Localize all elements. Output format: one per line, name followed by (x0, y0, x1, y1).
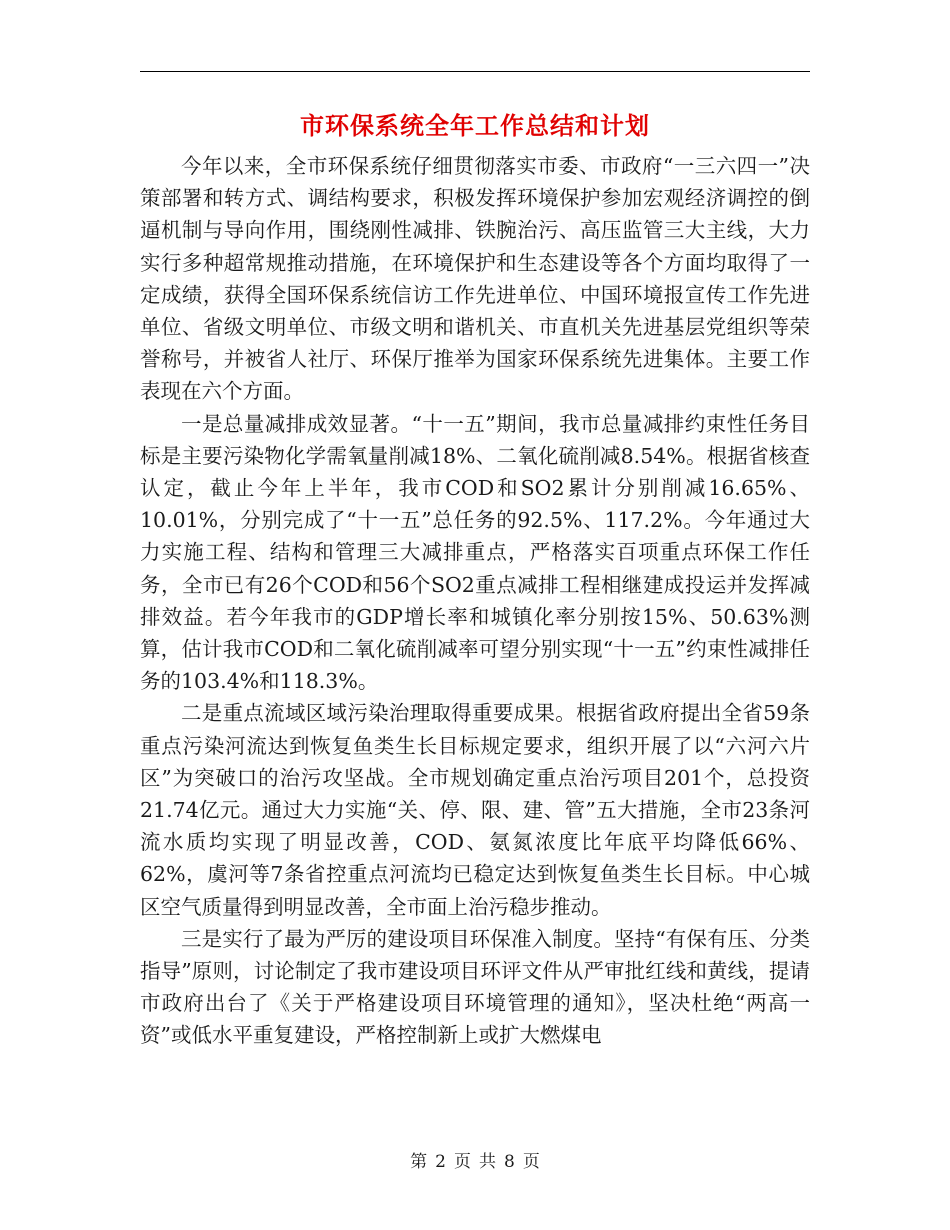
footer-suffix: 页 (522, 1152, 540, 1172)
document-body (140, 150, 810, 1052)
paragraph-emission-reduction: 一是总量减排成效显著。“十一五”期间，我市总量减排约束性任务目标是主要污染物化学需氧量削减18%、二氧化硫削减8.54%。根据省核查认定，截止今年上半年，我市COD和SO2累计分别削减16.65%、10.01%，分别完成了“十一五”总任务的92.5%、117.2%。今年通过大力实施工程、结构和管理三大减排重点，严格落实百项重点环保工作任务，全市已有26个COD和56个SO2重点减排工程相继建成投运并发挥减排效益。若今年我市的GDP增长率和城镇化率分别按15%、50.63%测算，估计我市COD和二氧化硫削减率可望分别实现“十一五”约束性减排任务的103.4%和118.3%。 (140, 411, 810, 694)
header-rule (140, 71, 810, 72)
footer-prefix: 第 (410, 1152, 428, 1172)
paragraph-watershed-pollution: 二是重点流域区域污染治理取得重要成果。根据省政府提出全省59条重点污染河流达到恢复鱼类生长目标规定要求，组织开展了以“六河六片区”为突破口的治污攻坚战。全市规划确定重点治污项目201个，总投资21.74亿元。通过大力实施“关、停、限、建、管”五大措施，全市23条河流水质均实现了明显改善，COD、氨氮浓度比年底平均降低66%、62%，虞河等7条省控重点河流均已稳定达到恢复鱼类生长目标。中心城区空气质量得到明显改善，全市面上治污稳步推动。 (140, 701, 810, 919)
paragraph-intro: 今年以来，全市环保系统仔细贯彻落实市委、市政府“一三六四一”决策部署和转方式、调结构要求，积极发挥环境保护参加宏观经济调控的倒逼机制与导向作用，围绕刚性减排、铁腕治污、高压监管三大主线，大力实行多种超常规推动措施，在环境保护和生态建设等各个方面均取得了一定成绩，获得全国环保系统信访工作先进单位、中国环境报宣传工作先进单位、省级文明单位、市级文明和谐机关、市直机关先进基层党组织等荣誉称号，并被省人社厅、环保厅推举为国家环保系统先进集体。主要工作表现在六个方面。 (140, 154, 810, 404)
footer-page-number: 2 (435, 1152, 446, 1172)
footer-total-pages: 8 (504, 1152, 515, 1172)
paragraph-project-access: 三是实行了最为严厉的建设项目环保准入制度。坚持“有保有压、分类指导”原则，讨论制定了我市建设项目环评文件从严审批红线和黄线，提请市政府出台了《关于严格建设项目环境管理的通知》，坚决杜绝“两高一资”或低水平重复建设，严格控制新上或扩大燃煤电 (140, 926, 810, 1048)
footer-of: 共 (479, 1152, 496, 1172)
footer-page-word: 页 (454, 1152, 471, 1172)
page-footer (0, 1150, 950, 1174)
document-title: 市环保系统全年工作总结和计划 (300, 111, 650, 140)
